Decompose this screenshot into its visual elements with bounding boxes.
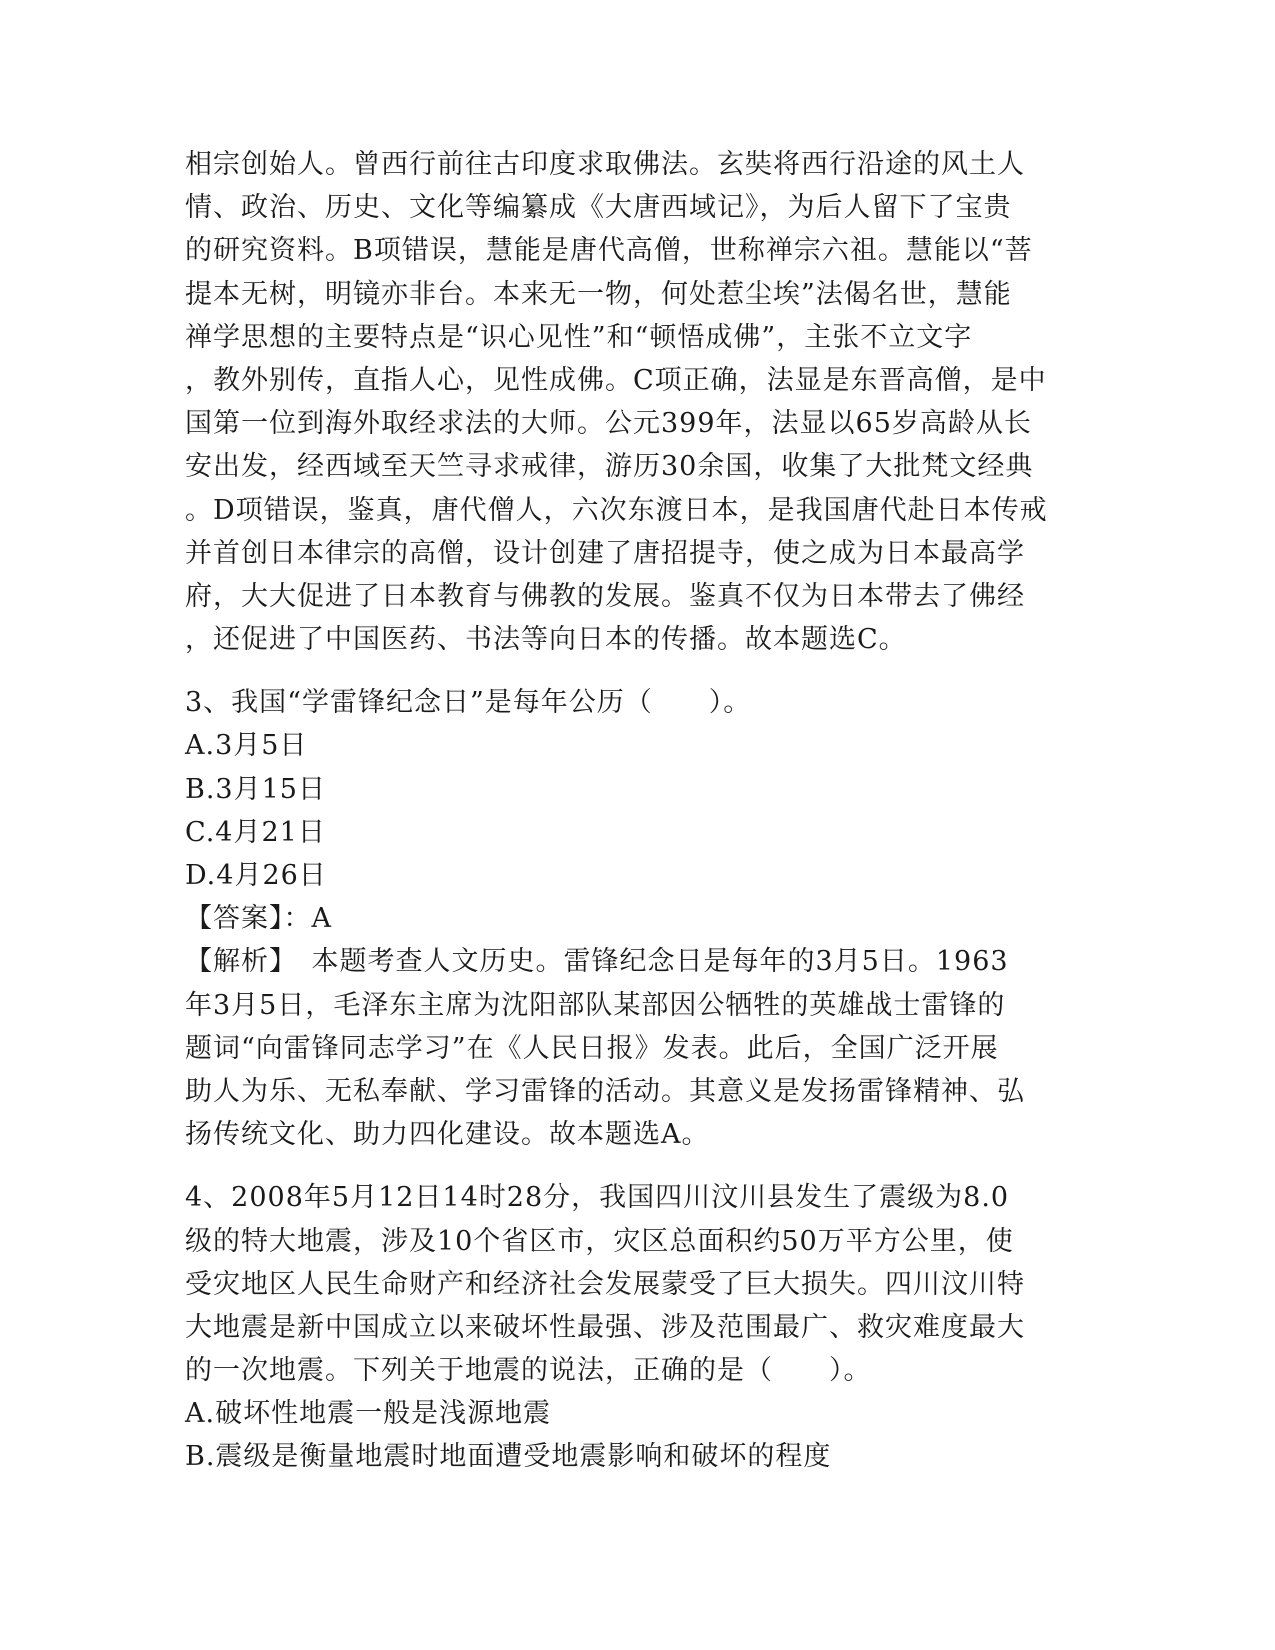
text-line: 。D项错误，鉴真，唐代僧人，六次东渡日本，是我国唐代赴日本传戒 xyxy=(185,494,1048,526)
option-a: A.3月5日 xyxy=(185,730,308,762)
explanation-line: 扬传统文化、助力四化建设。故本题选A。 xyxy=(185,1119,710,1151)
question-3 xyxy=(185,681,1065,1156)
question-stem-line: 受灾地区人民生命财产和经济社会发展蒙受了巨大损失。四川汶川特 xyxy=(185,1268,1025,1300)
explanation-line: 助人为乐、无私奉献、学习雷锋的活动。其意义是发扬雷锋精神、弘 xyxy=(185,1075,1025,1107)
text-line: 府，大大促进了日本教育与佛教的发展。鉴真不仅为日本带去了佛经 xyxy=(185,580,1025,612)
text-line: ，教外别传，直指人心，见性成佛。C项正确，法显是东晋高僧，是中 xyxy=(185,364,1047,396)
text-line: 提本无树，明镜亦非台。本来无一物，何处惹尘埃”法偈名世，慧能 xyxy=(185,278,1012,310)
answer-line: 【答案】：A xyxy=(185,903,332,935)
option-c: C.4月21日 xyxy=(185,816,326,848)
option-b: B.震级是衡量地震时地面遭受地震影响和破坏的程度 xyxy=(185,1441,832,1473)
text-line: ，还促进了中国医药、书法等向日本的传播。故本题选C。 xyxy=(185,624,907,656)
option-a: A.破坏性地震一般是浅源地震 xyxy=(185,1398,552,1430)
option-d: D.4月26日 xyxy=(185,860,327,891)
question-stem-line: 的一次地震。下列关于地震的说法，正确的是（ ）。 xyxy=(185,1355,872,1387)
text-line: 国第一位到海外取经求法的大师。公元399年，法显以65岁高龄从长 xyxy=(185,408,1032,440)
explanation-line: 【解析】 本题考查人文历史。雷锋纪念日是每年的3月5日。1963 xyxy=(185,946,1009,978)
text-line: 并首创日本律宗的高僧，设计创建了唐招提寺，使之成为日本最高学 xyxy=(185,537,1025,569)
explanation-line: 题词“向雷锋同志学习”在《人民日报》发表。此后，全国广泛开展 xyxy=(185,1032,999,1064)
text-line: 禅学思想的主要特点是“识心见性”和“顿悟成佛”，主张不立文字 xyxy=(185,321,973,353)
text-line: 安出发，经西域至天竺寻求戒律，游历30余国，收集了大批梵文经典 xyxy=(185,451,1034,483)
text-line: 相宗创始人。曾西行前往古印度求取佛法。玄奘将西行沿途的风土人 xyxy=(185,149,1025,180)
question-stem: 3、我国“学雷锋纪念日”是每年公历（ ）。 xyxy=(185,687,752,719)
text-line: 情、政治、历史、文化等编纂成《大唐西域记》，为后人留下了宝贵 xyxy=(185,192,1012,224)
spacer xyxy=(185,661,1065,681)
previous-explanation-continuation xyxy=(185,143,1065,661)
document-body xyxy=(185,143,1065,1479)
option-b: B.3月15日 xyxy=(185,773,326,805)
question-stem-line: 大地震是新中国成立以来破坏性最强、涉及范围最广、救灾难度最大 xyxy=(185,1311,1025,1343)
question-stem-line: 4、2008年5月12日14时28分，我国四川汶川县发生了震级为8.0 xyxy=(185,1182,1010,1214)
text-line: 的研究资料。B项错误，慧能是唐代高僧，世称禅宗六祖。慧能以“菩 xyxy=(185,235,1033,267)
spacer xyxy=(185,1156,1065,1176)
explanation-line: 年3月5日，毛泽东主席为沈阳部队某部因公牺牲的英雄战士雷锋的 xyxy=(185,989,1006,1021)
question-stem-line: 级的特大地震，涉及10个省区市，灾区总面积约50万平方公里，使 xyxy=(185,1225,1014,1257)
question-4 xyxy=(185,1176,1065,1478)
